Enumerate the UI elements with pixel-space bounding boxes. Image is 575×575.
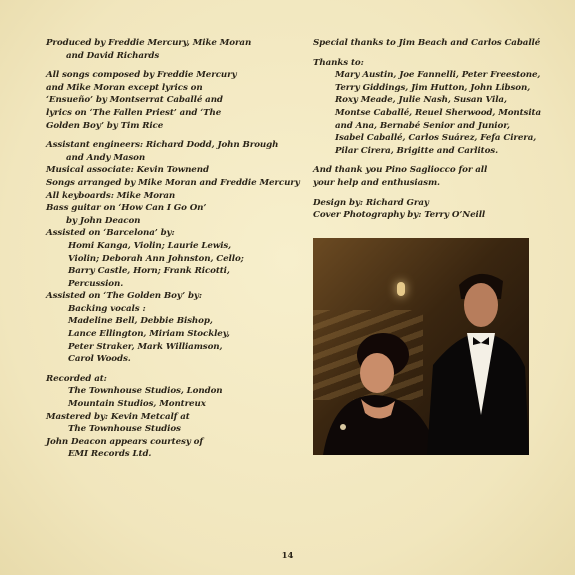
credit-line: Roxy Meade, Julie Nash, Susan Vila, [335, 95, 507, 106]
golden-boy-credits [46, 290, 296, 366]
credit-line: Montse Caballé, Reuel Sherwood, Montsita [335, 107, 541, 118]
credit-line: Mastered by: Kevin Metcalf at [46, 411, 190, 422]
production-credit [46, 37, 296, 62]
credit-line: Backing vocals : [68, 303, 146, 314]
credit-line: and Ana, Bernabé Senior and Junior, [335, 120, 510, 131]
credit-line: Peter Straker, Mark Williamson, [68, 341, 223, 352]
section-heading: Recorded at: [46, 373, 107, 384]
credit-line: All songs composed by Freddie Mercury [46, 70, 237, 81]
composition-credit [46, 69, 296, 132]
credit-line: Barry Castle, Horn; Frank Ricotti, [68, 266, 230, 277]
wall-lamp [397, 282, 405, 296]
credit-line: Mountain Studios, Montreux [68, 399, 206, 410]
credit-line: All keyboards: Mike Moran [46, 190, 176, 201]
credit-line: Songs arranged by Mike Moran and Freddie Mercury [46, 177, 300, 188]
right-column [313, 37, 543, 222]
credit-line: Violin; Deborah Ann Johnston, Cello; [68, 253, 244, 264]
design-credit: Design by: Richard Gray [313, 197, 429, 208]
credit-line: your help and enthusiasm. [313, 177, 440, 188]
credit-line: Produced by Freddie Mercury, Mike Moran [46, 38, 252, 48]
credit-line: Terry Giddings, Jim Hutton, John Libson, [335, 82, 531, 93]
credit-line: Isabel Caballé, Carlos Suárez, Fefa Cirera, [335, 133, 537, 144]
credit-line: ‘Ensueño’ by Montserrat Caballé and [46, 95, 223, 106]
credit-line: And thank you Pino Sagliocco for all [313, 165, 488, 176]
section-heading: Assisted on ‘The Golden Boy’ by: [46, 291, 202, 302]
portrait-photo [313, 238, 529, 455]
credit-line: Bass guitar on ‘How Can I Go On’ [46, 203, 207, 214]
credit-line: Carol Woods. [68, 354, 131, 365]
barcelona-credits [46, 227, 296, 290]
pino-thanks [313, 164, 543, 189]
credit-line: EMI Records Ltd. [68, 449, 152, 460]
credit-line: Golden Boy’ by Tim Rice [46, 120, 164, 131]
thanks-block [313, 57, 543, 158]
credit-line: The Townhouse Studios [68, 424, 181, 435]
engineers-credit [46, 139, 296, 164]
left-column [46, 37, 300, 461]
design-credits [313, 197, 543, 222]
musician-credits [46, 164, 300, 227]
section-heading: Thanks to: [313, 57, 364, 68]
recording-credits [46, 373, 296, 461]
man-figure [419, 255, 529, 455]
special-thanks: Special thanks to Jim Beach and Carlos Caballé [313, 38, 541, 48]
credit-line: John Deacon appears courtesy of [46, 436, 204, 447]
credit-line: lyrics on ‘The Fallen Priest’ and ‘The [46, 107, 222, 118]
credit-line: Mary Austin, Joe Fannelli, Peter Freestone, [335, 70, 541, 81]
credit-line: and Mike Moran except lyrics on [46, 82, 203, 93]
page-number: 14 [281, 551, 294, 561]
credit-line: by John Deacon [66, 215, 141, 226]
credit-line: Percussion. [68, 278, 124, 289]
credit-line: Madeline Bell, Debbie Bishop, [68, 316, 213, 327]
credit-line: Lance Ellington, Miriam Stockley, [68, 329, 230, 340]
credit-line: and David Richards [66, 50, 160, 61]
credit-line: Musical associate: Kevin Townend [46, 165, 209, 176]
section-heading: Assisted on ‘Barcelona’ by: [46, 228, 175, 239]
credit-line: Assistant engineers: Richard Dodd, John Brough [46, 140, 279, 151]
photo-credit: Cover Photography by: Terry O’Neill [313, 210, 486, 221]
credit-line: and Andy Mason [66, 152, 146, 163]
credit-line: The Townhouse Studios, London [68, 386, 223, 397]
credit-line: Homi Kanga, Violin; Laurie Lewis, [68, 240, 232, 251]
credit-line: Pilar Cirera, Brigitte and Carlitos. [335, 145, 498, 156]
